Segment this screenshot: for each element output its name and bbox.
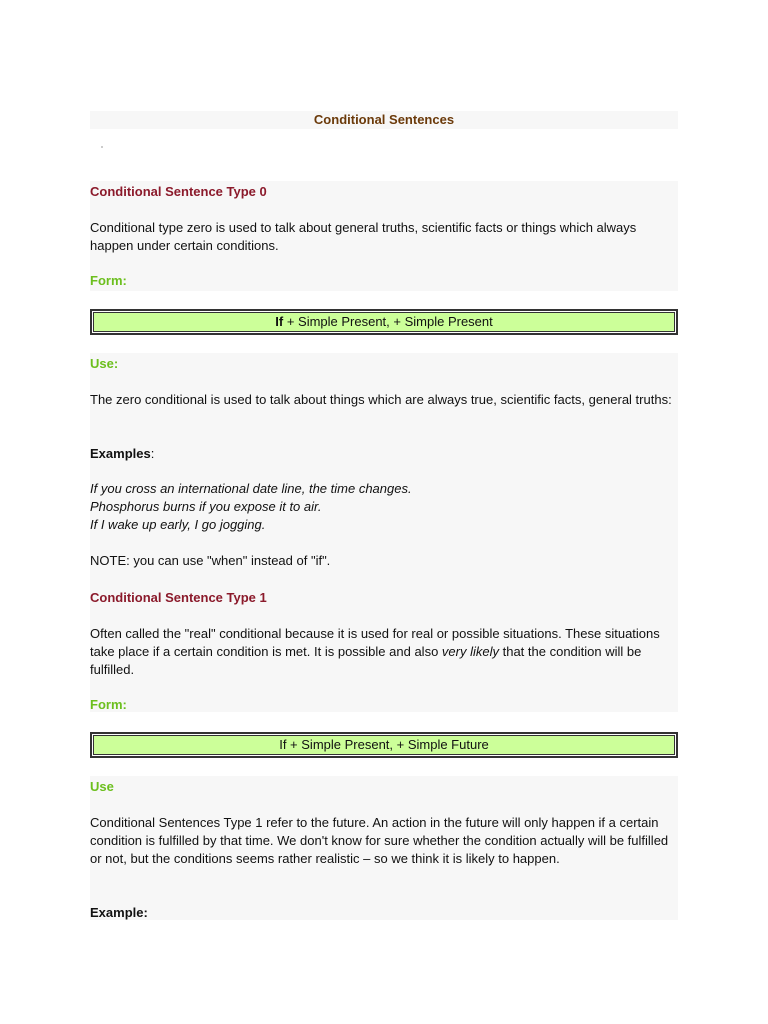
type1-formula-box: If + Simple Present, + Simple Future [90, 732, 678, 758]
type1-form-label: Form: [90, 697, 127, 712]
type0-form-label: Form: [90, 273, 127, 288]
type0-example-2: Phosphorus burns if you expose it to air. [90, 499, 322, 514]
type1-example-heading [90, 904, 678, 922]
page-title: Conditional Sentences [313, 112, 455, 127]
type0-formula-rest: + Simple Present, + Simple Present [283, 314, 493, 329]
type1-heading: Conditional Sentence Type 1 [90, 590, 267, 605]
type1-example-label: Example: [90, 905, 148, 920]
type0-intro: Conditional type zero is used to talk about general truths, scientific facts or things which always happen under certain conditions. [90, 220, 637, 253]
type1-use-text: Conditional Sentences Type 1 refer to the future. An action in the future will only happen if a certain condition is fulfilled by that time. We don't know for sure whether the condition actually will be fulfilled or not, but the conditions seems rather realistic – so we think it is likely to happen. [90, 815, 669, 866]
type0-examples-label: Examples [90, 446, 151, 461]
type0-use-text: The zero conditional is used to talk about things which are always true, scientific facts, general truths: [90, 392, 672, 407]
type0-use-label: Use: [90, 356, 119, 371]
type0-formula-box [90, 309, 678, 335]
type1-intro-italic: very likely [441, 644, 499, 659]
type0-examples-colon: : [150, 446, 155, 461]
type0-formula-if: If [275, 314, 284, 329]
type1-intro [90, 625, 678, 679]
type0-examples-heading [90, 445, 678, 463]
type1-use-label: Use [90, 779, 114, 794]
type0-example-1: If you cross an international date line, the time changes. [90, 481, 412, 496]
type0-heading: Conditional Sentence Type 0 [90, 184, 267, 199]
type1-intro-part2: that the condition will be fulfilled. [90, 644, 642, 677]
separator-dot [101, 146, 103, 148]
type0-example-3: If I wake up early, I go jogging. [90, 517, 266, 532]
type0-note: NOTE: you can use "when" instead of "if". [90, 553, 331, 568]
type1-intro-part1: Often called the "real" conditional because it is used for real or possible situations. These situations take place if a certain condition is met. It is possible and also [90, 626, 660, 659]
